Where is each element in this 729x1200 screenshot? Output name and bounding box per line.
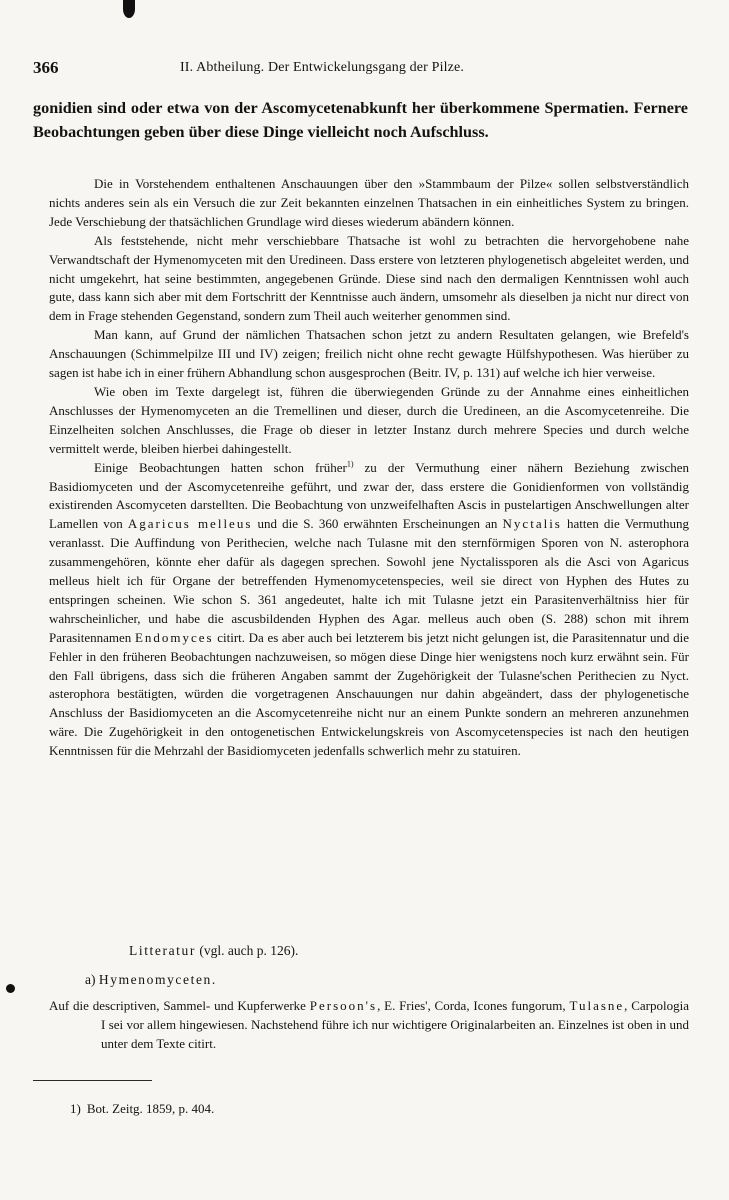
running-head: II. Abtheilung. Der Entwickelungsgang der Pilze. (180, 60, 465, 75)
paragraph-5 (49, 459, 689, 762)
footnote-text: Bot. Zeitg. 1859, p. 404. (86, 1101, 215, 1116)
paragraph-4: Wie oben im Texte dargelegt ist, führen die überwiegenden Gründe zu der Annahme eines einheitlichen Anschlusses der Hymenomyceten an die Tremellinen und dieser, durch die Uredineen, an die Ascomycetenreihe. Die Einzelheiten solchen Anschlusses, die Frage ob dieser in letzter Instanz durch mehrere Species und durch welche vermittelt werde, bleiben hierbei dahingestellt. (49, 383, 689, 456)
page-number: 366 (33, 58, 59, 77)
footnote-reference: 1) (346, 459, 354, 469)
footnote-mark: 1) (70, 1101, 81, 1116)
literature-text: , Carpologia I sei vor allem hingewiesen. Nachstehend führe ich nur wichtigere Originalarbeiten an. Einzelnes ist oben in und unter dem Texte citirt. (101, 998, 689, 1051)
page-header (33, 58, 689, 80)
paragraph-5-text: zu der Vermuthung einer nähern Beziehung zwischen Basidiomyceten und der Ascomycetenreihe geführt, und zwar der, dass erstere die Gonidienformen von vollständig existirenden Ascomyceten darstellten. Die Beobachtung von unzweifelhaften Ascis in pustelartigen Anschwellungen alter Lamellen von (49, 459, 689, 532)
genus-name: Endomyces (134, 629, 214, 645)
footnote (70, 1101, 214, 1117)
paragraph-3: Man kann, auf Grund der nämlichen Thatsachen schon jetzt zu andern Resultaten gelangen, wie Brefeld's Anschauungen (Schimmelpilze III und IV) zeigen; freilich nicht ohne recht gewagte Hülfshypothesen. Was hierüber zu sagen ist habe ich in einer frühern Abhandlung schon ausgesprochen (Beitr. IV, p. 131) auf welche ich hier verweise. (49, 327, 689, 381)
ink-blot-top (123, 0, 135, 18)
paragraph-2: Als feststehende, nicht mehr verschiebbare Thatsache ist wohl zu betrachten die hervorgehobene nahe Verwandtschaft der Hymenomyceten mit den Uredineen. Dass erstere von letzteren phylogenetisch abgeleitet werden, und nicht umgekehrt, hat seine bestimmten, angegebenen Gründe. Diese sind nach den dermaligen Kenntnissen wohl auch gute, dass kann sich aber mit dem Fortschritt der Kenntnisse auch ändern, umsomehr als dieselben ja nicht nur direct von dem in Frage stehenden Gegenstand, sondern zum Theil auch weiterher genommen sind. (49, 232, 689, 324)
paragraph-5-text: und die S. 360 erwähnten Erscheinungen an (252, 516, 503, 532)
species-name: Agaricus melleus (127, 516, 253, 532)
paragraph-5-text: citirt. Da es aber auch bei letzterem bis jetzt nicht gelungen ist, die Parasitennatur und die Fehler in den früheren Beobachtungen nachzuweisen, so mögen diese Dinge hier wenigstens noch kurz erwähnt sein. Für den Fall übrigens, dass sich die früheren Angaben sammt der Zugehörigkeit der Tulasne'schen Perithecien zu Nyct. asterophora bestätigten, würden die vorgetragenen Anschauungen nur dahin abgeändert, dass der phylogenetische Anschluss der Basidiomyceten an die Ascomycetenreihe nicht nur an einem Punkte sondern an mehreren anzunehmen wäre. Die Zugehörigkeit in den ontogenetischen Entwickelungskreis von Ascomycetenspecies ist nach den heutigen Kenntnissen für die Mehrzahl der Basidiomyceten jedenfalls schwerlich mehr zu statuiren. (49, 629, 689, 759)
paragraph-1: Die in Vorstehendem enthaltenen Anschauungen über den »Stammbaum der Pilze« sollen selbstverständlich nichts anderes sein als ein Versuch die zur Zeit bekannten einzelnen Thatsachen in ein einheitliches System zu bringen. Jede Verschiebung der thatsächlichen Grundlage wird dieses wiederum abändern können. (49, 176, 689, 229)
literature-text: , E. Fries', Corda, Icones fungorum, (377, 998, 570, 1013)
literature-paragraph (49, 997, 689, 1054)
subheading-prefix: a) (85, 972, 99, 987)
author-name: Tulasne (569, 998, 625, 1013)
body-text (49, 175, 689, 761)
genus-name: Nyctalis (502, 516, 562, 532)
author-name: Persoon's (309, 998, 378, 1013)
literature-subheading (85, 972, 217, 988)
literature-heading (129, 943, 298, 959)
literature-heading-note: (vgl. auch p. 126). (195, 943, 299, 958)
paragraph-5-text: Einige Beobachtungen hatten schon früher (94, 459, 347, 475)
ink-blot-left-margin (6, 984, 15, 993)
paragraph-5-text: hatten die Vermuthung veranlasst. Die Auffindung von Perithecien, welche nach Tulasne mit den sternförmigen Sporen von N. asterophora zusammengehören, könnte eher dafür als dagegen sprechen. Sowohl jene Nyctalissporen als die Asci von Agaricus melleus hielt ich für Organe der betreffenden Hymenomycetenspecies, weil sie direct von Hyphen des Hutes zu entspringen scheinen. Wie schon S. 361 angedeutet, halte ich mit Tulasne jetzt ein Parasitenverhältniss hier für wahrscheinlicher, und habe die ascusbildenden Hyphen des Agar. melleus auch oben (S. 288) schon mit ihrem Parasitennamen (49, 516, 689, 645)
subheading-title: Hymenomyceten. (98, 972, 217, 987)
lead-paragraph: gonidien sind oder etwa von der Ascomycetenabkunft her überkommene Spermatien. Fernere Beobachtungen geben über diese Dinge vielleicht noch Aufschluss. (33, 99, 688, 141)
literature-text: Auf die descriptiven, Sammel- und Kupferwerke (49, 998, 310, 1013)
footnote-rule (33, 1080, 152, 1081)
literature-heading-title: Litteratur (129, 943, 196, 958)
